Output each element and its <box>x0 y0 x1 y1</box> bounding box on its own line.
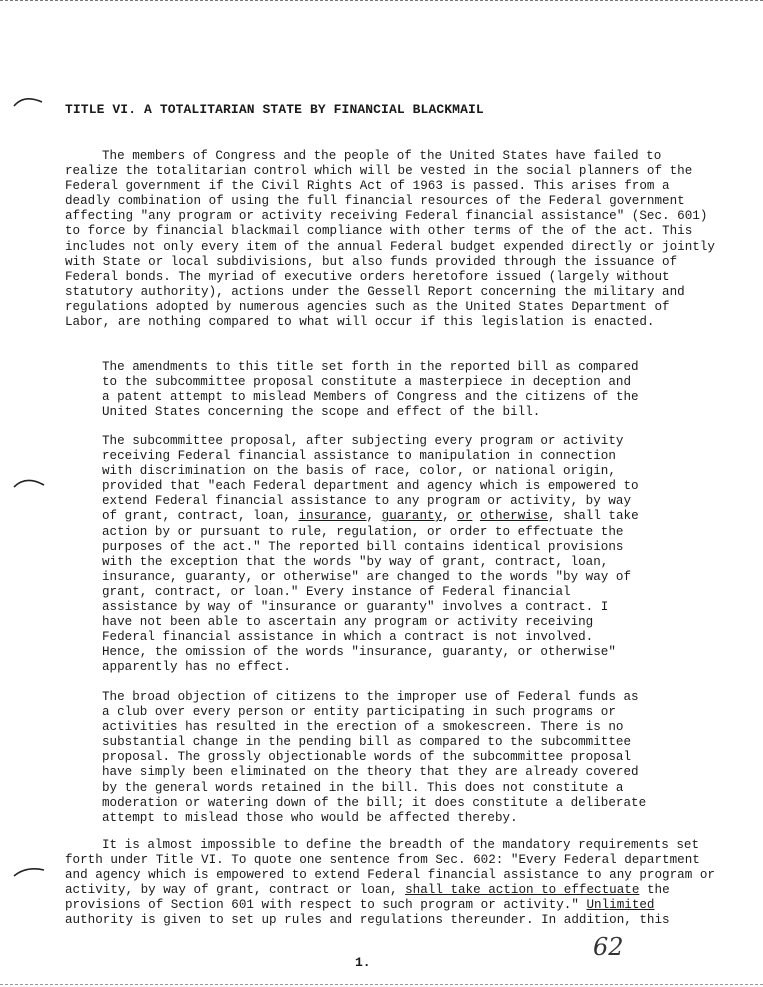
paragraph-3-text-b: , shall take action by or pursuant to rule, regulation, or order to effectuate the purposes of the act." The reported bill contains identical provisions with the exception that the words "by way of grant, contract, loan, insurance, guaranty, or otherwise" are changed to the words "by way of grant, contract, or loan." Every instance of Federal financial assistance by way of "insurance or guaranty" involves a contract. I have not been able to ascertain any program or activity receiving Federal financial assistance in which a contract is not involved. Hence, the omission of the words "insurance, guaranty, or otherwise" apparently has no effect. <box>102 509 639 675</box>
top-scan-border <box>0 0 763 7</box>
margin-mark-icon <box>12 862 46 880</box>
separator: , <box>442 509 458 524</box>
paragraph-1: The members of Congress and the people of the United States have failed to realize the totalitarian control which will be vested in the social planners of the Federal government if the Civil Rights Act of 1963 is passed. This arises from a deadly combination of using the full financial resources of the Federal government affecting "any program or activity receiving Federal financial assistance" (Sec. 601) to force by financial blackmail compliance with other terms of the of the act. This includes not only every item of the annual Federal budget expended directly or jointly with State or local subdivisions, but also funds provided through the issuance of Federal bonds. The myriad of executive orders heretofore issued (largely without statutory authority), actions under the Gessell Report concerning the military and regulations adopted by numerous agencies such as the United States Department of Labor, are nothing compared to what will occur if this legislation is enacted. <box>65 149 715 330</box>
underlined-unlimited: Unlimited <box>586 898 655 913</box>
paragraph-4: The broad objection of citizens to the improper use of Federal funds as a club over every person or entity participating in such programs or activities has resulted in the erection of a smokescreen. There is no substantial change in the pending bill as compared to the subcommittee proposal. The grossly objectionable words of the subcommittee proposal have simply been eliminated on the theory that they are already covered by the general words retained in the bill. This does not constitute a moderation or watering down of the bill; it does constitute a deliberate attempt to mislead those who would be affected thereby. <box>102 690 647 825</box>
margin-mark-icon <box>12 473 46 491</box>
page-title: TITLE VI. A TOTALITARIAN STATE BY FINANCIAL BLACKMAIL <box>65 102 484 117</box>
paragraph-5-text-b: the provisions of Section 601 with respect to such program or activity." <box>65 883 670 913</box>
paragraph-3-text-a: The subcommittee proposal, after subjecting every program or activity receiving Federal financial assistance to manipulation in connection with discrimination on the basis of race, color, or national origin, provided that "each Federal department and agency which is empowered to extend Federal financial assistance to any program or activity, by way of grant, contract, loan, <box>102 434 639 524</box>
margin-mark-icon <box>12 92 46 110</box>
paragraph-5-text-c: authority is given to set up rules and regulations thereunder. In addition, this <box>65 913 670 928</box>
paragraph-2: The amendments to this title set forth in the reported bill as compared to the subcommittee proposal constitute a masterpiece in deception and a patent attempt to mislead Members of Congress and the citizens of the United States concerning the scope and effect of the bill. <box>102 360 639 420</box>
handwritten-page-number: 62 <box>593 933 624 961</box>
page-number: 1. <box>355 955 371 970</box>
underlined-otherwise: otherwise <box>479 509 548 524</box>
separator: , <box>366 509 382 524</box>
underlined-or: or <box>457 509 473 524</box>
underlined-insurance: insurance <box>298 509 367 524</box>
separator <box>472 509 480 523</box>
underlined-shall-take-action: shall take action to effectuate <box>405 883 640 898</box>
underlined-guaranty: guaranty <box>381 509 443 524</box>
paragraph-5 <box>65 838 720 929</box>
paragraph-5-text-a: It is almost impossible to define the breadth of the mandatory requirements set forth under Title VI. To quote one sentence from Sec. 602: "Every Federal department and agency which is empowered to extend Federal financial assistance to any program or activity, by way of grant, contract or loan, <box>65 838 715 898</box>
paragraph-3 <box>102 434 642 676</box>
